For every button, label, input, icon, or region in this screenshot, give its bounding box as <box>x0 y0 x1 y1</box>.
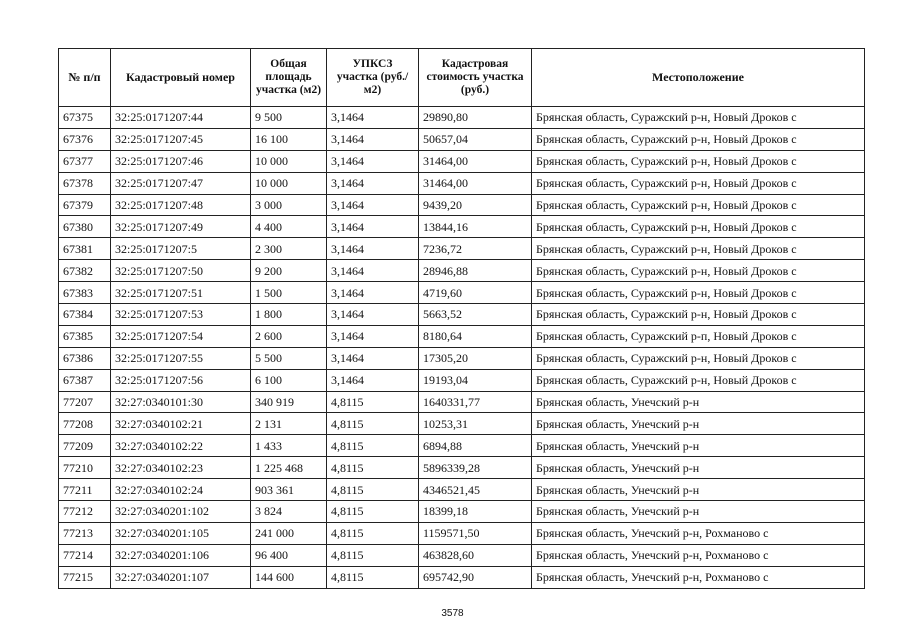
cell-number: 77209 <box>59 435 111 457</box>
cell-location: Брянская область, Суражский р-н, Новый Дроков с <box>532 369 865 391</box>
cell-value: 695742,90 <box>419 566 532 588</box>
header-row <box>59 49 865 107</box>
header-cadastral-value-text: Кадастровая стоимость участка (руб.) <box>426 58 524 96</box>
cell-cadastral-number: 32:25:0171207:54 <box>111 325 251 347</box>
cell-upksz: 4,8115 <box>327 501 419 523</box>
cell-value: 463828,60 <box>419 544 532 566</box>
table-row <box>59 304 865 326</box>
table-row <box>59 172 865 194</box>
cell-value: 6894,88 <box>419 435 532 457</box>
cell-number: 77215 <box>59 566 111 588</box>
cell-value: 4719,60 <box>419 282 532 304</box>
cell-location: Брянская область, Суражский р-н, Новый Дроков с <box>532 260 865 282</box>
cell-cadastral-number: 32:25:0171207:48 <box>111 194 251 216</box>
cell-value: 17305,20 <box>419 347 532 369</box>
cell-upksz: 3,1464 <box>327 238 419 260</box>
table-row <box>59 413 865 435</box>
cell-upksz: 4,8115 <box>327 544 419 566</box>
table-row <box>59 391 865 413</box>
cell-upksz: 3,1464 <box>327 260 419 282</box>
cell-location: Брянская область, Суражский р-н, Новый Дроков с <box>532 150 865 172</box>
cell-value: 18399,18 <box>419 501 532 523</box>
cell-upksz: 4,8115 <box>327 566 419 588</box>
cell-value: 5663,52 <box>419 304 532 326</box>
cell-value: 1640331,77 <box>419 391 532 413</box>
cell-number: 67385 <box>59 325 111 347</box>
cell-value: 8180,64 <box>419 325 532 347</box>
cell-area: 9 200 <box>251 260 327 282</box>
cell-value: 10253,31 <box>419 413 532 435</box>
cell-area: 10 000 <box>251 172 327 194</box>
table-body <box>59 107 865 589</box>
cell-upksz: 3,1464 <box>327 150 419 172</box>
cell-number: 67377 <box>59 150 111 172</box>
cell-location: Брянская область, Суражский р-н, Новый Дроков с <box>532 347 865 369</box>
cell-location: Брянская область, Унечский р-н <box>532 435 865 457</box>
cell-upksz: 3,1464 <box>327 194 419 216</box>
cell-value: 31464,00 <box>419 172 532 194</box>
cell-upksz: 3,1464 <box>327 216 419 238</box>
cell-number: 67376 <box>59 128 111 150</box>
cell-location: Брянская область, Унечский р-н, Рохманово с <box>532 522 865 544</box>
cell-upksz: 3,1464 <box>327 325 419 347</box>
cell-cadastral-number: 32:27:0340201:107 <box>111 566 251 588</box>
cell-area: 3 000 <box>251 194 327 216</box>
cell-cadastral-number: 32:25:0171207:47 <box>111 172 251 194</box>
cell-number: 77208 <box>59 413 111 435</box>
cell-upksz: 3,1464 <box>327 128 419 150</box>
cell-value: 31464,00 <box>419 150 532 172</box>
cell-area: 1 500 <box>251 282 327 304</box>
cell-value: 50657,04 <box>419 128 532 150</box>
cell-area: 5 500 <box>251 347 327 369</box>
cell-value: 5896339,28 <box>419 457 532 479</box>
cell-value: 1159571,50 <box>419 522 532 544</box>
cell-number: 77210 <box>59 457 111 479</box>
cell-cadastral-number: 32:27:0340102:23 <box>111 457 251 479</box>
cell-location: Брянская область, Унечский р-н, Рохманово с <box>532 544 865 566</box>
page-number: 3578 <box>441 608 464 619</box>
cell-value: 29890,80 <box>419 107 532 129</box>
cell-cadastral-number: 32:27:0340201:102 <box>111 501 251 523</box>
cell-upksz: 3,1464 <box>327 172 419 194</box>
header-number: № п/п <box>59 49 111 107</box>
cell-upksz: 3,1464 <box>327 347 419 369</box>
cell-cadastral-number: 32:25:0171207:5 <box>111 238 251 260</box>
cell-number: 77211 <box>59 479 111 501</box>
header-upksz-text: УПКСЗ участка (руб./м2) <box>336 58 409 96</box>
cell-upksz: 4,8115 <box>327 457 419 479</box>
cell-number: 67387 <box>59 369 111 391</box>
cell-area: 9 500 <box>251 107 327 129</box>
table-row <box>59 282 865 304</box>
cell-area: 1 800 <box>251 304 327 326</box>
table-row <box>59 260 865 282</box>
cell-number: 77212 <box>59 501 111 523</box>
cell-location: Брянская область, Суражский р-н, Новый Дроков с <box>532 282 865 304</box>
header-location: Местоположение <box>532 49 865 107</box>
cell-area: 1 433 <box>251 435 327 457</box>
cell-cadastral-number: 32:25:0171207:49 <box>111 216 251 238</box>
cell-upksz: 3,1464 <box>327 369 419 391</box>
table-row <box>59 216 865 238</box>
cell-value: 28946,88 <box>419 260 532 282</box>
table-row <box>59 107 865 129</box>
cell-upksz: 3,1464 <box>327 282 419 304</box>
cell-cadastral-number: 32:27:0340102:24 <box>111 479 251 501</box>
cell-location: Брянская область, Суражский р-н, Новый Дроков с <box>532 172 865 194</box>
cell-number: 67386 <box>59 347 111 369</box>
header-area <box>251 49 327 107</box>
cell-value: 4346521,45 <box>419 479 532 501</box>
cell-number: 67380 <box>59 216 111 238</box>
cell-location: Брянская область, Суражский р-н, Новый Дроков с <box>532 216 865 238</box>
cell-cadastral-number: 32:25:0171207:56 <box>111 369 251 391</box>
cell-location: Брянская область, Суражский р-н, Новый Дроков с <box>532 304 865 326</box>
cell-cadastral-number: 32:25:0171207:51 <box>111 282 251 304</box>
cell-cadastral-number: 32:27:0340101:30 <box>111 391 251 413</box>
cell-number: 67383 <box>59 282 111 304</box>
cell-cadastral-number: 32:25:0171207:55 <box>111 347 251 369</box>
table-row <box>59 325 865 347</box>
cell-area: 4 400 <box>251 216 327 238</box>
header-upksz <box>327 49 419 107</box>
cell-upksz: 4,8115 <box>327 435 419 457</box>
cell-location: Брянская область, Унечский р-н <box>532 479 865 501</box>
cell-cadastral-number: 32:27:0340201:105 <box>111 522 251 544</box>
table-row <box>59 479 865 501</box>
table-row <box>59 501 865 523</box>
cell-area: 144 600 <box>251 566 327 588</box>
header-cadastral-number: Кадастровый номер <box>111 49 251 107</box>
cell-cadastral-number: 32:27:0340102:22 <box>111 435 251 457</box>
cell-area: 16 100 <box>251 128 327 150</box>
table-row <box>59 435 865 457</box>
cell-cadastral-number: 32:27:0340201:106 <box>111 544 251 566</box>
cell-upksz: 4,8115 <box>327 391 419 413</box>
header-cadastral-value <box>419 49 532 107</box>
cell-number: 77213 <box>59 522 111 544</box>
cell-number: 67381 <box>59 238 111 260</box>
cell-value: 7236,72 <box>419 238 532 260</box>
cell-location: Брянская область, Суражский р-н, Новый Дроков с <box>532 194 865 216</box>
cadastral-table <box>58 48 865 589</box>
cell-area: 96 400 <box>251 544 327 566</box>
cell-area: 6 100 <box>251 369 327 391</box>
cell-area: 1 225 468 <box>251 457 327 479</box>
cell-value: 9439,20 <box>419 194 532 216</box>
table-row <box>59 457 865 479</box>
cell-area: 903 361 <box>251 479 327 501</box>
cell-location: Брянская область, Унечский р-н <box>532 391 865 413</box>
cell-location: Брянская область, Унечский р-н <box>532 413 865 435</box>
header-area-text: Общая площадь участка (м2) <box>255 58 322 96</box>
cell-value: 19193,04 <box>419 369 532 391</box>
cell-area: 3 824 <box>251 501 327 523</box>
table-row <box>59 150 865 172</box>
cell-cadastral-number: 32:25:0171207:50 <box>111 260 251 282</box>
cell-number: 77214 <box>59 544 111 566</box>
cell-cadastral-number: 32:25:0171207:53 <box>111 304 251 326</box>
cell-area: 2 600 <box>251 325 327 347</box>
cell-upksz: 4,8115 <box>327 413 419 435</box>
cell-area: 2 131 <box>251 413 327 435</box>
cell-area: 340 919 <box>251 391 327 413</box>
cell-number: 67378 <box>59 172 111 194</box>
cell-area: 2 300 <box>251 238 327 260</box>
cell-area: 241 000 <box>251 522 327 544</box>
table-row <box>59 566 865 588</box>
table-row <box>59 347 865 369</box>
cell-area: 10 000 <box>251 150 327 172</box>
cell-location: Брянская область, Суражский р-п, Новый Дроков с <box>532 325 865 347</box>
cell-location: Брянская область, Суражский р-н, Новый Дроков с <box>532 107 865 129</box>
cell-cadastral-number: 32:27:0340102:21 <box>111 413 251 435</box>
cell-number: 77207 <box>59 391 111 413</box>
cell-cadastral-number: 32:25:0171207:44 <box>111 107 251 129</box>
cell-location: Брянская область, Унечский р-н, Рохманово с <box>532 566 865 588</box>
cell-cadastral-number: 32:25:0171207:46 <box>111 150 251 172</box>
cell-value: 13844,16 <box>419 216 532 238</box>
table-row <box>59 522 865 544</box>
cell-number: 67375 <box>59 107 111 129</box>
cell-number: 67379 <box>59 194 111 216</box>
cell-cadastral-number: 32:25:0171207:45 <box>111 128 251 150</box>
cell-location: Брянская область, Унечский р-н <box>532 457 865 479</box>
cell-number: 67382 <box>59 260 111 282</box>
cell-upksz: 4,8115 <box>327 479 419 501</box>
table-row <box>59 238 865 260</box>
table-row <box>59 128 865 150</box>
cell-location: Брянская область, Суражский р-н, Новый Дроков с <box>532 128 865 150</box>
cell-number: 67384 <box>59 304 111 326</box>
cell-upksz: 3,1464 <box>327 304 419 326</box>
cell-upksz: 3,1464 <box>327 107 419 129</box>
cell-location: Брянская область, Унечский р-н <box>532 501 865 523</box>
table-row <box>59 369 865 391</box>
table-row <box>59 194 865 216</box>
cell-upksz: 4,8115 <box>327 522 419 544</box>
cell-location: Брянская область, Суражский р-н, Новый Дроков с <box>532 238 865 260</box>
table-row <box>59 544 865 566</box>
